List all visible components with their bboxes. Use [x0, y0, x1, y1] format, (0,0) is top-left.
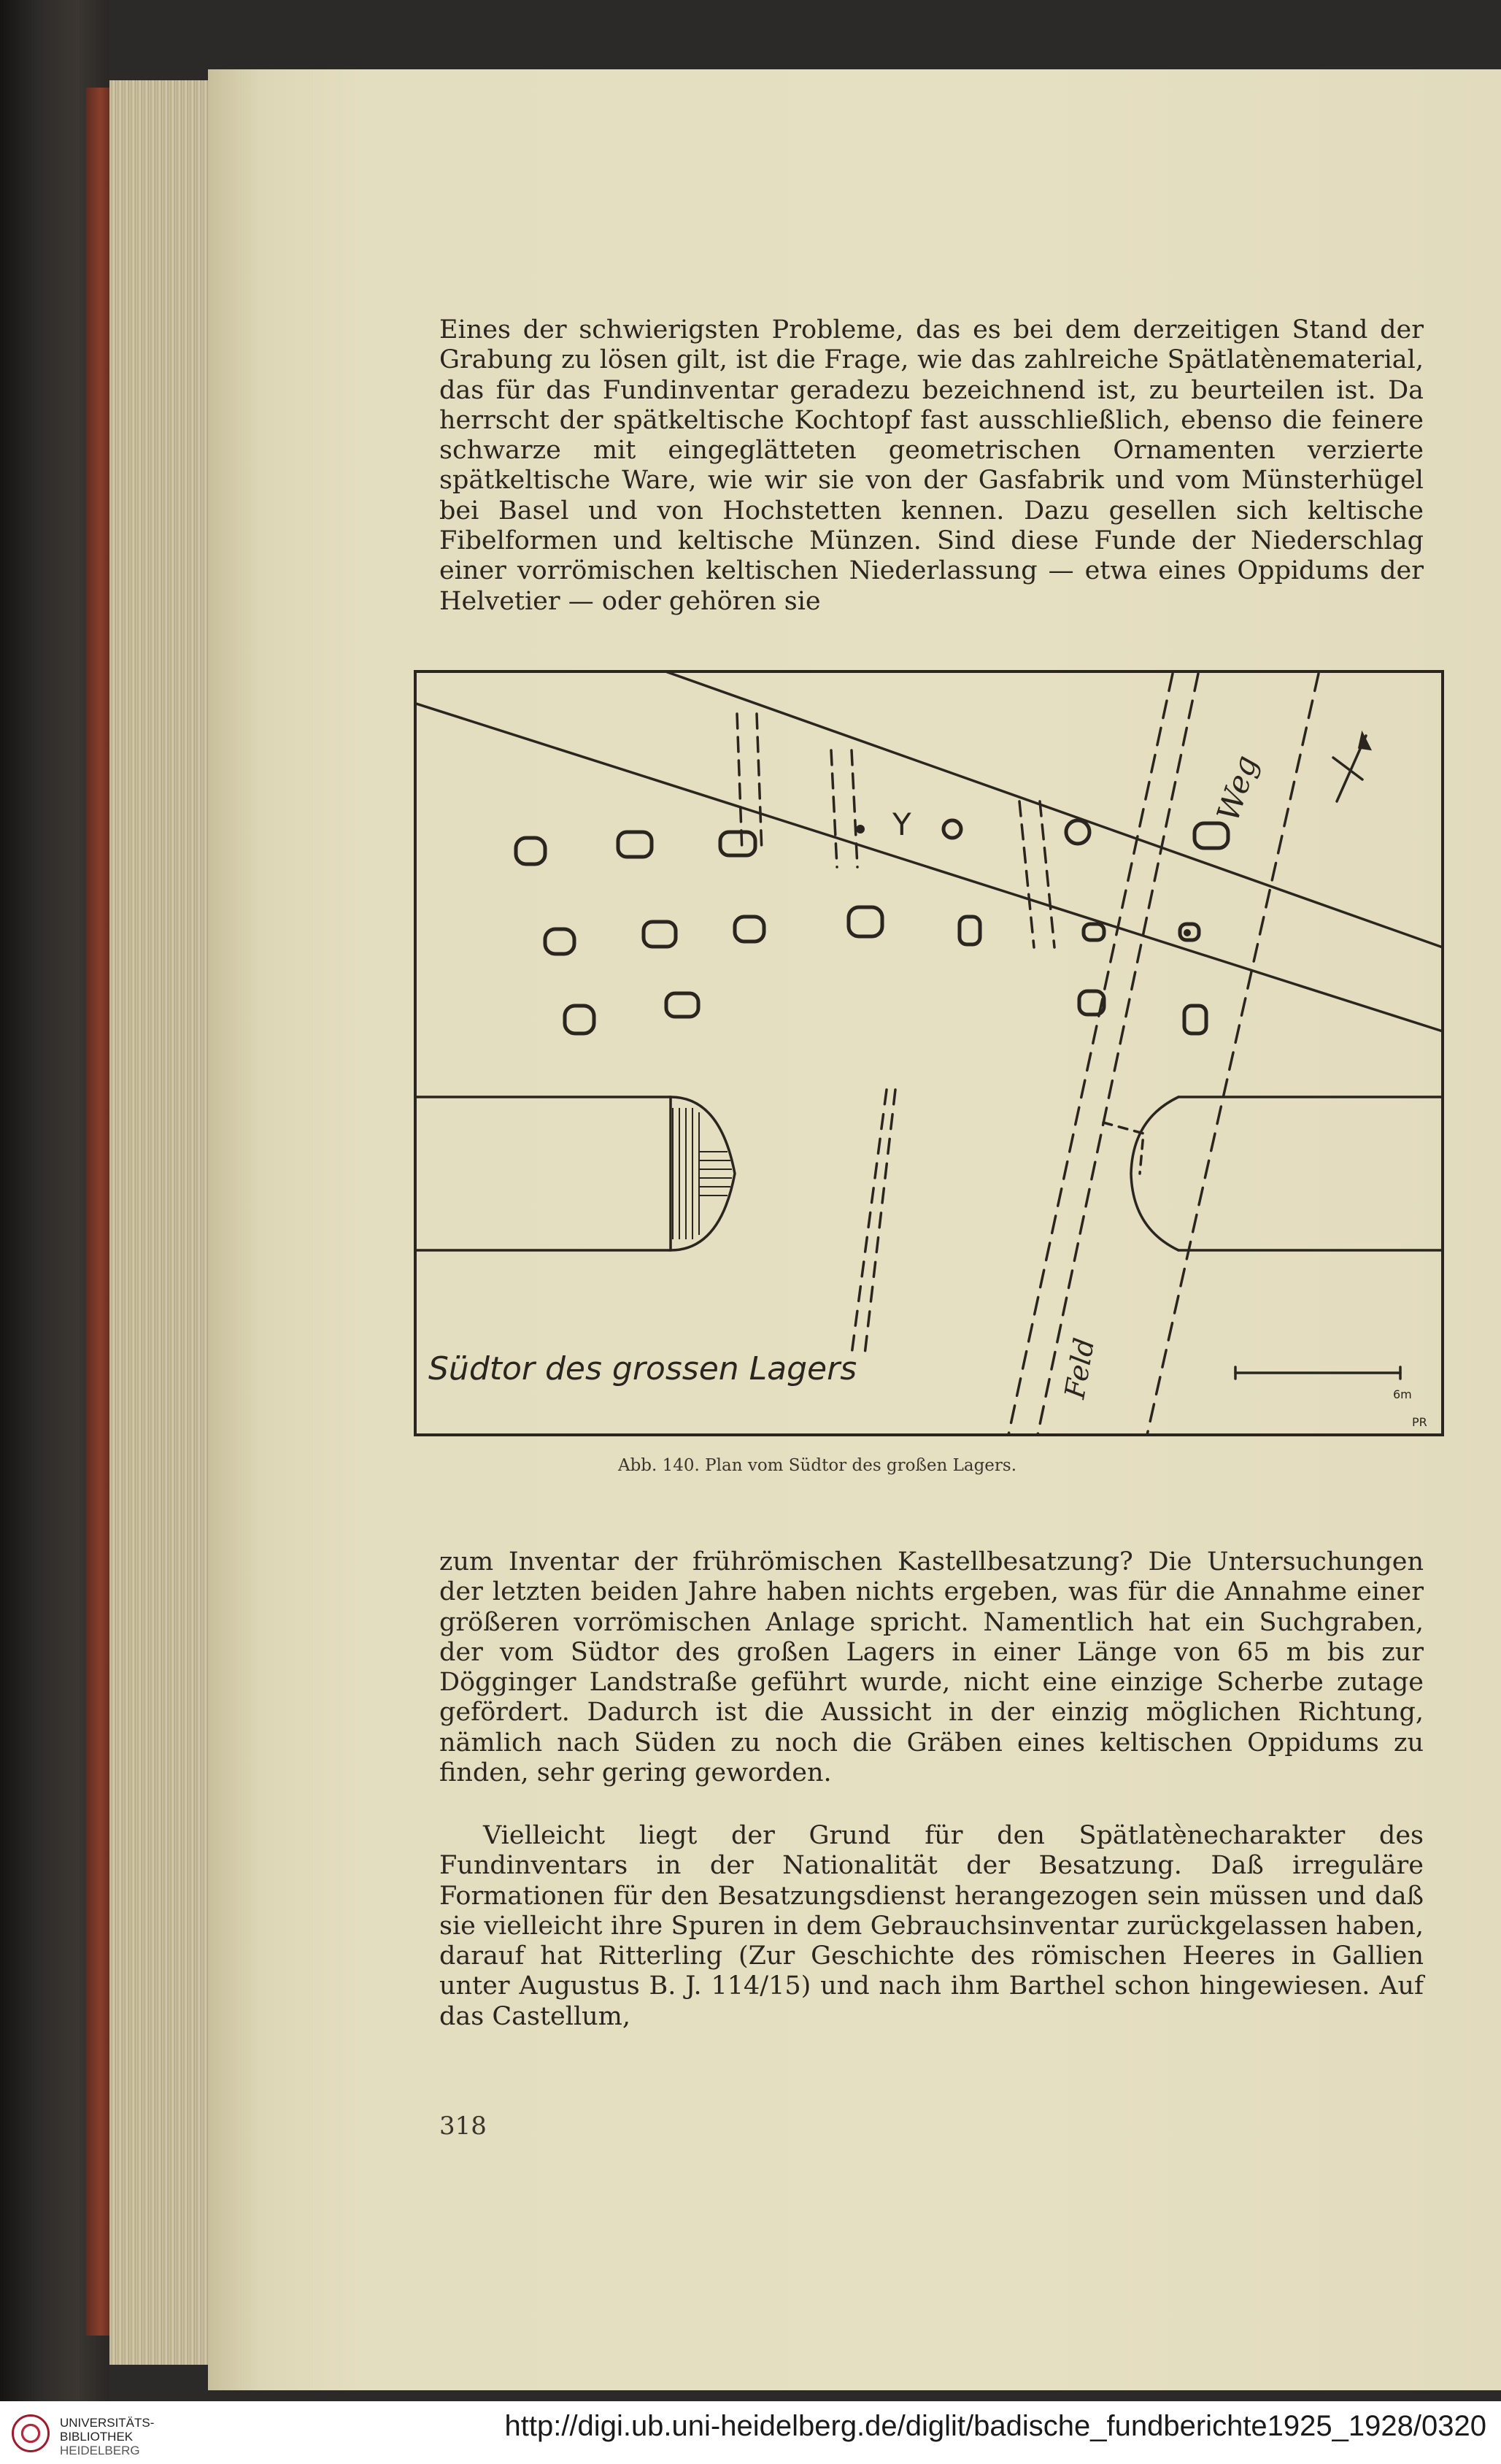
- page-edges: [109, 80, 212, 2365]
- site-plan-drawing: [414, 670, 1444, 1438]
- figure-title: Südtor des grossen Lagers: [428, 1350, 857, 1387]
- footer-bar: [0, 2401, 1501, 2464]
- library-logo-text: [60, 2416, 154, 2457]
- logo-line-2: BIBLIOTHEK: [60, 2430, 134, 2444]
- logo-line-1: UNIVERSITÄTS-: [60, 2416, 155, 2430]
- figure-caption: Abb. 140. Plan vom Südtor des großen Lagers.: [617, 1456, 1017, 1475]
- logo-line-3: HEIDELBERG: [60, 2444, 140, 2457]
- source-url-link[interactable]: http://digi.ub.uni-heidelberg.de/diglit/badische_fundberichte1925_1928/0320: [504, 2410, 1486, 2442]
- label-weg: Weg: [1209, 750, 1265, 826]
- label-feld: Feld: [1058, 1335, 1101, 1401]
- page-number: 318: [439, 2111, 487, 2141]
- site-plan-figure: [414, 670, 1444, 1438]
- paragraph-top: Eines der schwierigsten Probleme, das es bei dem derzeitigen Stand der Grabung zu lösen gilt, ist die Frage, wie das zahlreiche Spätlatènematerial, das für das Fundinventar geradezu bezeichnend ist, zu beurteilen ist. Da herrscht der spätkeltische Kochtopf fast ausschließlich, ebenso die feinere schwarze mit eingeglätteten geometrischen Ornamenten verzierte spätkeltische Ware, wie wir sie von der Gasfabrik und vom Münsterhügel bei Basel und von Hochstetten kennen. Dazu gesellen sich keltische Fibelformen und keltische Münzen. Sind diese Funde der Niederschlag einer vorrömischen keltischen Niederlassung — etwa eines Oppidums der Helvetier — oder gehören sie: [439, 315, 1424, 616]
- scale-label: 6m: [1393, 1387, 1412, 1401]
- university-seal-icon: [12, 2414, 50, 2452]
- label-y: Y: [892, 806, 911, 842]
- paragraph-bottom: Vielleicht liegt der Grund für den Spätlatènecharakter des Fundinventars in der Nationalität der Besatzung. Daß irreguläre Formationen für den Besatzungsdienst herangezogen sein müssen und daß sie vielleicht ihre Spuren in dem Gebrauchsinventar zurückgelassen haben, darauf hat Ritterling (Zur Geschichte des römischen Heeres in Gallien unter Augustus B. J. 114/15) und nach ihm Barthel schon hingewiesen. Auf das Castellum,: [439, 1821, 1424, 2031]
- paragraph-middle: zum Inventar der frührömischen Kastellbesatzung? Die Untersuchungen der letzten beiden Jahre haben nichts ergeben, was für die Annahme einer größeren vorrömischen Anlage spricht. Namentlich hat ein Suchgraben, der vom Südtor des großen Lagers in einer Länge von 65 m bis zur Dögginger Landstraße geführt wurde, nicht eine einzige Scherbe zutage gefördert. Dadurch ist die Aussicht in der einzig möglichen Richtung, nämlich nach Süden zu noch die Gräben eines keltischen Oppidums zu finden, sehr gering geworden.: [439, 1547, 1424, 1788]
- author-initials: PR: [1412, 1415, 1427, 1429]
